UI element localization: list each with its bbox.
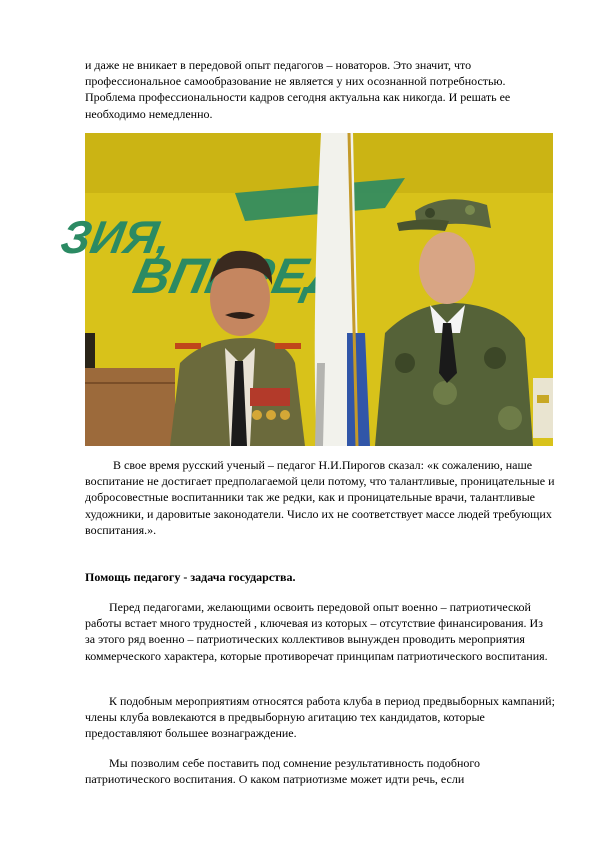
- paragraph-difficulties: Перед педагогами, желающими освоить передовой опыт военно – патриотической работы встает много трудностей , ключевая из которых – отсутствие финансирования. Из за этого ряд военно – патриотических коллективов вынужден проводить мероприятия коммерческого характера, которые противоречат принципам патриотического воспитания.: [85, 600, 548, 663]
- paragraph-campaigns: К подобным мероприятиям относятся работа клуба в период предвыборных кампаний; члены клуба вовлекаются в предвыборную агитацию тех кандидатов, которые предоставляют большее вознаграждение.: [85, 694, 555, 741]
- photo-officer-and-cadet-with-flag: [57, 133, 553, 446]
- paragraph-pirogov-quote: В свое время русский ученый – педагог Н.И.Пирогов сказал: «к сожалению, наше воспитание не достигает предполагаемой цели потому, что талантливые, проницательные и добросовестные воспитанники так же редки, как и проницательные врачи, талантливые художники, и даровитые законодатели. Число их не соответствует массе людей требующих воспитания.».: [85, 458, 555, 537]
- paragraph-intro: и даже не вникает в передовой опыт педагогов – новаторов. Это значит, что профессиональное самообразование не является у них осознанной потребностью. Проблема профессиональности кадров сегодня актуальна как никогда. И решать ее необходимо немедленно.: [85, 58, 511, 121]
- banner-text-1: ЗИЯ,: [57, 211, 176, 263]
- paragraph-doubt: Мы позволим себе поставить под сомнение результативность подобного патриотического воспитания. О каком патриотизме может идти речь, если: [85, 756, 481, 787]
- section-heading: Помощь педагогу - задача государства.: [85, 570, 296, 584]
